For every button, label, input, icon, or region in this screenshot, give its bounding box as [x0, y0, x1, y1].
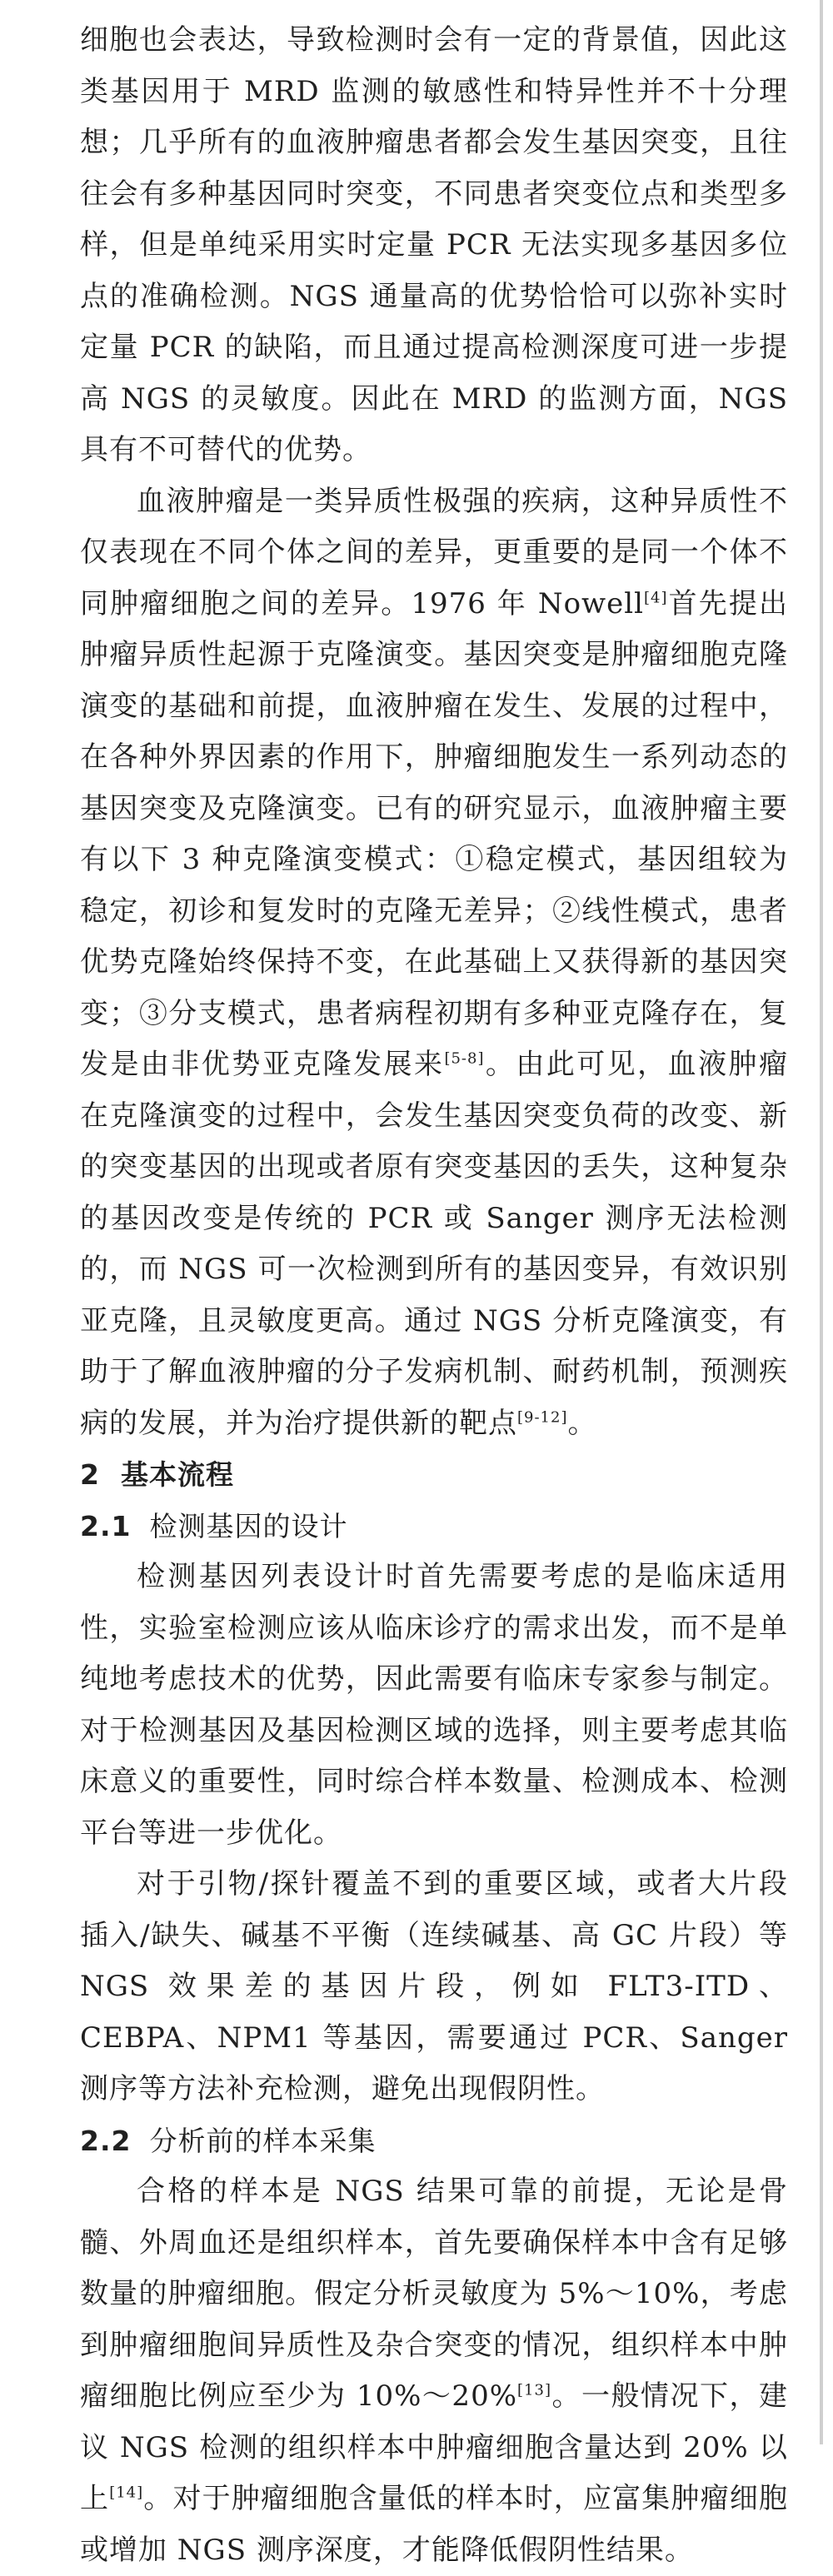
- paragraph: 细胞也会表达，导致检测时会有一定的背景值，因此这类基因用于 MRD 监测的敏感性和特异性并不十分理想；几乎所有的血液肿瘤患者都会发生基因突变，且往往会有多种基因同时突变，不同患者突变位点和类型多样，但是单纯采用实时定量 PCR 无法实现多基因多位点的准确检测。NGS 通量高的优势恰恰可以弥补实时定量 PCR 的缺陷，而且通过提高检测深度可进一步提高 NGS 的灵敏度。因此在 MRD 的监测方面，NGS 具有不可替代的优势。: [80, 23, 788, 466]
- text-run: 。对于肿瘤细胞含量低的样本时，应富集肿瘤细胞或增加 NGS 测序深度，才能降低假阴性结果。: [80, 2482, 789, 2567]
- text-run: 血液肿瘤是一类异质性极强的疾病，这种异质性不仅表现在不同个体之间的差异，更重要的是同一个体不同肿瘤细胞之间的差异。1976 年 Nowell: [80, 484, 788, 620]
- subsection-number: 2.1: [80, 1509, 132, 1542]
- text-run: 。: [567, 1406, 597, 1440]
- citation: [5-8]: [444, 1049, 485, 1068]
- subsection-title: 检测基因的设计: [149, 1509, 348, 1542]
- citation: [4]: [644, 589, 668, 607]
- paragraph: 检测基因列表设计时首先需要考虑的是临床适用性，实验室检测应该从临床诊疗的需求出发，而不是单纯地考虑技术的优势，因此需要有临床专家参与制定。对于检测基因及基因检测区域的选择，则主要考虑其临床意义的重要性，同时综合样本数量、检测成本、检测平台等进一步优化。: [80, 1560, 788, 1850]
- text-run: 合格的样本是 NGS 结果可靠的前提，无论是骨髓、外周血还是组织样本，首先要确保样本中含有足够数量的肿瘤细胞。假定分析灵敏度为 5%～10%，考虑到肿瘤细胞间异质性及杂合突变的情况，组织样本中肿瘤细胞比例应至少为 10%～20%: [80, 2175, 788, 2413]
- paragraph-sample-collection: [80, 2166, 788, 2576]
- paragraph-clonal-evolution: [80, 476, 788, 1450]
- subsection-title: 分析前的样本采集: [149, 2124, 377, 2157]
- subsection-heading: [80, 1501, 788, 1552]
- citation: [13]: [517, 2381, 551, 2399]
- subsection-heading: [80, 2115, 788, 2167]
- subsection-number: 2.2: [80, 2124, 132, 2157]
- section-heading: [80, 1449, 788, 1501]
- section-number: 2: [80, 1458, 100, 1491]
- section-title: 基本流程: [120, 1458, 234, 1491]
- text-run: 。由此可见，血液肿瘤在克隆演变的过程中，会发生基因突变负荷的改变、新的突变基因的出现或者原有突变基因的丢失，这种复杂的基因改变是传统的 PCR 或 Sanger 测序无法检测的，而 NGS 可一次检测到所有的基因变异，有效识别亚克隆，且灵敏度更高。通过 NGS 分析克隆演变，有助于了解血液肿瘤的分子发病机制、耐药机制，预测疾病的发展，并为治疗提供新的靶点: [80, 1048, 788, 1440]
- citation: [9-12]: [517, 1408, 568, 1427]
- column-divider: [820, 0, 823, 2444]
- text-run: 。一般情况下，建议 NGS 检测的组织样本中肿瘤细胞含量达到 20% 以上: [80, 2379, 789, 2515]
- article-body: [80, 15, 788, 2576]
- citation: [14]: [109, 2484, 144, 2502]
- paragraph: 对于引物/探针覆盖不到的重要区域，或者大片段插入/缺失、碱基不平衡（连续碱基、高 GC 片段）等 NGS 效果差的基因片段，例如 FLT3-ITD、CEBPA、NPM1 等基因，需要通过 PCR、Sanger 测序等方法补充检测，避免出现假阴性。: [80, 1867, 788, 2105]
- text-run: 首先提出肿瘤异质性起源于克隆演变。基因突变是肿瘤细胞克隆演变的基础和前提，血液肿瘤在发生、发展的过程中，在各种外界因素的作用下，肿瘤细胞发生一系列动态的基因突变及克隆演变。已有的研究显示，血液肿瘤主要有以下 3 种克隆演变模式：①稳定模式，基因组较为稳定，初诊和复发时的克隆无差异；②线性模式，患者优势克隆始终保持不变，在此基础上又获得新的基因突变；③分支模式，患者病程初期有多种亚克隆存在，复发是由非优势亚克隆发展来: [80, 586, 788, 1081]
